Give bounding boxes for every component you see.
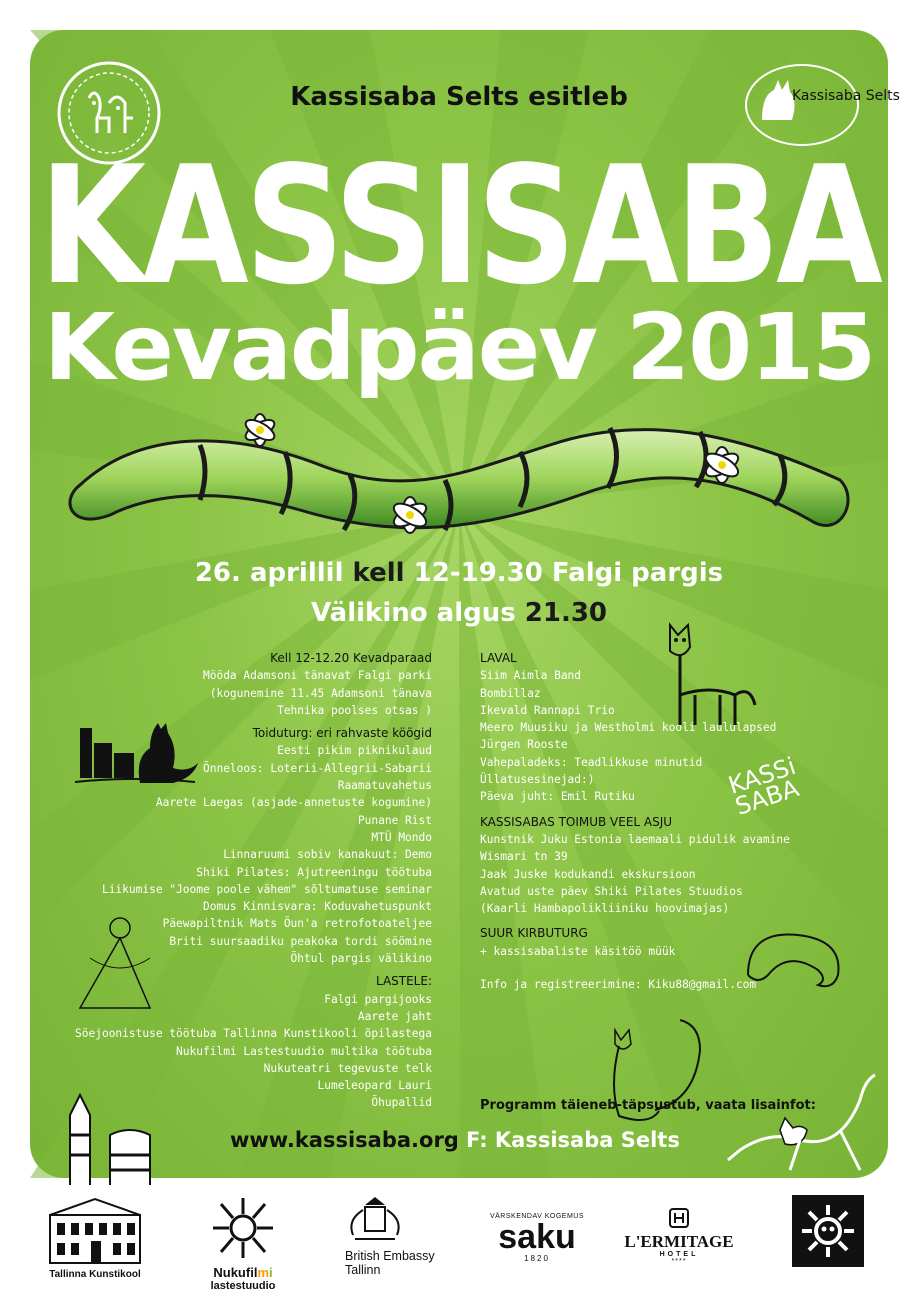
more-events-title: KASSISABAS TOIMUB VEEL ASJU (480, 814, 673, 829)
embassy-line2: Tallinn (345, 1263, 381, 1277)
ermitage-sub: HOTEL (659, 1251, 699, 1258)
parade-title: Kell 12-12.20 Kevadparaad (270, 651, 432, 665)
food-title: Toiduturg: eri rahvaste köögid (252, 726, 432, 741)
kids-line: Aarete jaht (357, 1009, 432, 1023)
food-line: Briti suursaadiku peakoka tordi söömine (169, 934, 432, 948)
stretching-cat-doodle (720, 1070, 880, 1190)
facebook-link[interactable]: F: Kassisaba Selts (466, 1128, 680, 1152)
saku-tag: VÄRSKENDAV KOGEMUS (489, 1213, 585, 1220)
parade-line: (kogunemine 11.45 Adamsoni tänava (209, 686, 432, 700)
food-line: Aarete Laegas (asjade-annetuste kogumine) (155, 796, 432, 810)
kids-title: LASTELE: (375, 974, 432, 989)
food-line: Shiki Pilates: Ajutreeningu töötuba (196, 865, 432, 879)
stage-line: Ikevald Rannapi Trio (480, 703, 615, 717)
nukufilm-name-a: Nukufil (213, 1265, 258, 1280)
sun-star-icon (188, 1195, 298, 1261)
sponsor-british-embassy (345, 1195, 465, 1290)
sponsor-kunstikool (45, 1195, 145, 1290)
date-text-2: kell (352, 558, 405, 588)
llama-cat-doodle (650, 610, 760, 740)
cat-tail-illustration (50, 390, 880, 560)
parade-line: Tehnika poolses otsas ) (277, 703, 432, 717)
nukufilm-name-c: i (269, 1265, 273, 1280)
food-line: Liikumise "Joome poole vähem" sõltumatuse seminar (101, 882, 432, 896)
stage-line: Üllatusesinejad:) (480, 773, 595, 787)
royal-crest-icon (345, 1195, 405, 1245)
sponsor-ermitage (618, 1195, 740, 1290)
hotel-emblem-icon (668, 1207, 690, 1229)
flea-market-line: + kassisabaliste käsitöö müük (480, 944, 676, 958)
nukufilm-name-b: m (257, 1265, 269, 1280)
kunstikool-name: Tallinna Kunstikool (49, 1269, 141, 1280)
kids-line: Lumeleopard Lauri (317, 1079, 432, 1093)
stage-line: Jürgen Rooste (480, 738, 568, 752)
kids-line: Nukuteatri tegevuste telk (263, 1061, 432, 1075)
ermitage-name: L'ERMITAGE (624, 1232, 734, 1251)
more-info-note: Programm täieneb-täpsustub, vaata lisainfot: (480, 1098, 816, 1113)
kids-line: Falgi pargijooks (324, 992, 432, 1006)
date-text-1: 26. aprillil (194, 558, 353, 588)
kids-line: Õhupallid (371, 1096, 432, 1110)
poster (30, 30, 900, 1178)
presents-heading: Kassisaba Selts esitleb (290, 82, 628, 112)
cinema-text-1: Välikino algus (310, 598, 525, 628)
stage-line: Siim Aimla Band (480, 669, 582, 683)
sponsor-saku (487, 1195, 587, 1290)
stage-line: Bombillaz (480, 686, 541, 700)
cinema-text-2: 21.30 (524, 598, 608, 628)
event-subtitle: Kevadpäev 2015 (43, 294, 875, 401)
cat-silhouette-city-illustration (70, 708, 200, 788)
embassy-line1: British Embassy (345, 1249, 435, 1263)
logo-text: Kassisaba Selts (792, 88, 900, 104)
flea-market-title: SUUR KIRBUTURG (480, 926, 588, 941)
stage-title: LAVAL (480, 651, 517, 665)
kassi-saba-doodle-text: KASSi SABA (724, 751, 803, 821)
event-date-line (30, 558, 888, 588)
kids-line: Söejoonistuse töötuba Tallinna Kunstikooli õpilastega (75, 1027, 432, 1041)
food-line: Raamatuvahetus (337, 779, 432, 793)
food-line: Õhtul pargis välikino (290, 952, 432, 966)
kids-line: Nukufilmi Lastestuudio multika töötuba (176, 1044, 432, 1058)
main-title: KASSISABA (39, 130, 879, 321)
food-line: Eesti pikim piknikulaud (277, 744, 432, 758)
saku-name: saku (498, 1218, 576, 1256)
food-line: Õnneloos: Loterii-Allegrii-Sabarii (202, 761, 432, 775)
food-line: Domus Kinnisvara: Koduvahetuspunkt (202, 900, 432, 914)
food-line: Linnaruumi sobiv kanakuut: Demo (223, 848, 432, 862)
saku-year: 1820 (524, 1254, 550, 1263)
striped-cat-doodle (60, 1090, 170, 1190)
nukufilm-name (188, 1265, 298, 1280)
more-events-line: Kunstnik Juku Estonia laemaali pidulik avamine (480, 832, 790, 846)
sponsor-logos (0, 1195, 919, 1295)
lady-doodle (60, 908, 170, 1028)
food-line: Päewapiltnik Mats Õun'a retrofotoateljee (162, 917, 432, 931)
sponsor-nukufilm (188, 1195, 298, 1290)
building-icon (45, 1195, 145, 1265)
stage-line: Meero Muusiku ja Westholmi kooli laululapsed (480, 721, 777, 735)
website-link[interactable]: www.kassisaba.org (230, 1128, 459, 1152)
sponsor-black-square-logo (792, 1195, 864, 1267)
stage-line: Päeva juht: Emil Rutiku (480, 790, 635, 804)
parade-line: Mööda Adamsoni tänavat Falgi parki (202, 669, 432, 683)
sleeping-cat-doodle (738, 925, 848, 995)
more-events-line: Jaak Juske kodukandi ekskursioon (480, 867, 696, 881)
date-text-3: 12-19.30 Falgi pargis (404, 558, 724, 588)
info-email: Info ja registreerimine: Kiku88@gmail.com (480, 978, 757, 992)
stage-line: Vahepaladeks: Teadlikkuse minutid (480, 755, 703, 769)
nukufilm-sub: lastestuudio (210, 1280, 276, 1292)
more-events-line: (Kaarli Hambapolikliiniku hoovimajas) (480, 902, 730, 916)
sun-face-icon (792, 1195, 864, 1267)
food-line: MTÜ Mondo (371, 830, 432, 844)
more-events-line: Avatud uste päev Shiki Pilates Stuudios (480, 884, 743, 898)
more-events-line: Wismari tn 39 (480, 850, 568, 864)
food-line: Punane Rist (357, 813, 432, 827)
ermitage-stars: **** (671, 1258, 687, 1265)
